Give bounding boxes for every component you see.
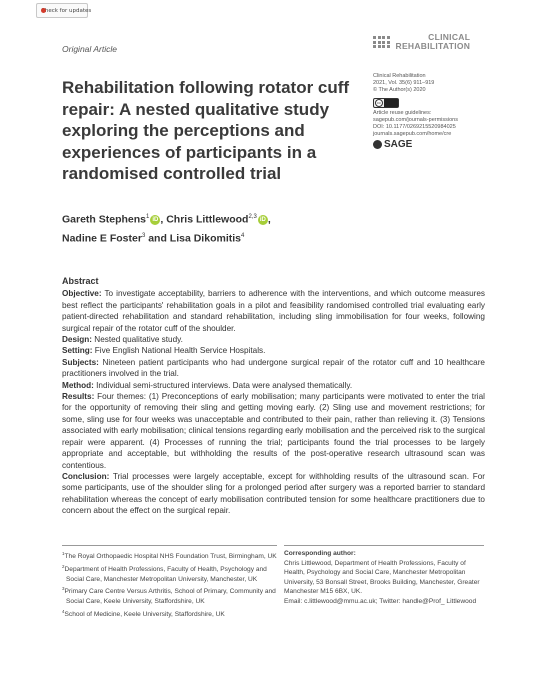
author-affiliation-mark: 2,3 [248,214,257,220]
affiliation-item: $^2$Department of Health Professions, Faculty of Health, Psychology and Social Care, Manchester Metropolitan University, Manchester, UK [62,563,267,583]
article-title: Rehabilitation following rotator cuff repair: A nested qualitative study exploring the perceptions and experiences of participants in a randomised controlled trial [62,78,350,183]
journal-logo-line1: CLINICAL [428,32,471,42]
author-name: Lisa Dikomitis [169,232,241,244]
sage-logo [373,140,483,149]
author-separator: , [160,213,167,226]
corresponding-author [284,549,484,607]
abstract-objective: Objective: To investigate acceptability, barriers to adherence with the interventions, and which outcome measures best reflect the participants' rehabilitation goals in a pilot and feasibility randomised controlled trial evaluating early patient-directed rehabilitation and standard rehabilitation, including sling immobilisation for four weeks, following surgical repair of the rotator cuff of the shoulder. [62,289,485,333]
corresponding-author-heading: Corresponding author: [284,550,356,557]
abstract-heading: Abstract [62,276,99,286]
abstract-label: Subjects: [62,357,99,367]
publication-meta [373,73,483,149]
author-name: Gareth Stephens [62,213,147,226]
abstract-subjects: Subjects: Nineteen patient participants who had undergone surgical repair of the rotator cuff and 10 healthcare practitioners involved in the trial. [62,357,485,379]
abstract-label: Setting: [62,346,93,356]
orcid-icon[interactable]: iD [259,216,266,223]
creative-commons-badge[interactable] [373,98,399,108]
abstract-method: Method: Individual semi-structured interviews. Data were analysed thematically. [62,380,353,390]
abstract [62,276,485,517]
corresponding-divider [284,545,484,546]
abstract-results: Results: Four themes: (1) Preconceptions of early mobilisation; many participants were motivated to enter the trial for the opportunity of removing their sling and getting moving early. (2) Sling use and movement restrictions; for some, sling use for four weeks was unacceptable and contributed to their pain, rather than relieving it. (3) Tensions associated with early mobilisation; clinical tensions regarding early mobilisation and the perceived risk to the surgical repair were apparent. (4) Processes of running the trial; participants found the trial processes to be largely appropriate and acceptable, but withholding the results of the post-operative research ultrasound scan was contentious. [62,392,485,470]
journal-grid-icon [373,36,390,48]
affiliations-divider [62,545,277,546]
journal-logo-text [396,33,471,51]
sage-mark-icon [373,140,382,149]
reuse-guidelines-link[interactable]: sagepub.com/journals-permissions [373,116,458,123]
journal-url[interactable]: journals.sagepub.com/home/cre [373,131,452,138]
journal-name: Clinical Rehabilitation [373,73,426,79]
doi[interactable]: DOI: 10.1177/0269215520984025 [373,124,456,131]
article-type: Original Article [62,44,117,54]
author-affiliation-mark: 1 [146,214,150,220]
affiliation-item: $^4$School of Medicine, Keele University, Staffordshire, UK [62,608,225,618]
affiliation-item: $^1$The Royal Orthopaedic Hospital NHS Foundation Trust, Birmingham, UK [62,551,277,561]
abstract-label: Design: [62,335,93,345]
abstract-label: Method: [62,380,94,390]
author-affiliation-mark: 4 [241,232,245,239]
abstract-setting: Setting: Five English National Health Service Hospitals. [62,346,266,356]
author-name: Chris Littlewood [166,213,249,226]
copyright: © The Author(s) 2020 [373,87,426,94]
corresponding-author-address: Chris Littlewood, Department of Health Professions, Faculty of Health, Psychology and Social Care, Manchester Metropolitan University, 53 Bonsall Street, Brooks Building, Manchester, Greater Manchester M15 6BX, UK. [284,559,480,596]
corresponding-author-email[interactable]: Email: c.littlewood@mmu.ac.uk; Twitter: handle@Prof_ Littlewood [284,597,477,605]
abstract-design: Design: Nested qualitative study. [62,335,183,345]
sage-wordmark: SAGE [384,139,413,151]
author-separator: , [267,213,271,226]
reuse-guidelines-label: Article reuse guidelines: [373,109,432,116]
citation: 2021, Vol. 35(6) 911–919 [373,80,435,87]
cc-icon: cc [377,99,381,105]
abstract-label: Conclusion: [62,471,110,481]
journal-logo-line2: REHABILITATION [395,41,471,51]
abstract-label: Results: [62,392,95,402]
author-name: Nadine E Foster [62,232,142,244]
affiliation-item: $^3$Primary Care Centre Versus Arthritis, School of Primary, Community and Social Care, Keele University, Staffordshire, UK [62,586,276,605]
abstract-conclusion: Conclusion: Trial processes were largely acceptable, except for withholding results of the ultrasound scan. For some participants, use of the shoulder sling for a prolonged period after surgery was a reported barrier to standard rehabilitation whereas the concept of early mobilisation contributed tension for some healthcare practitioners due to concern about the effect on the surgical repair. [62,471,485,516]
author-conjunction: and [145,232,170,244]
orcid-icon[interactable]: iD [152,216,159,223]
author-affiliation-mark: 3 [141,232,146,239]
journal-logo [373,33,470,51]
abstract-label: Objective: [62,289,102,299]
affiliations [62,549,277,619]
check-for-updates-badge[interactable] [36,3,92,18]
check-for-updates-label: Check for updates [41,7,92,14]
author-list [62,209,362,246]
